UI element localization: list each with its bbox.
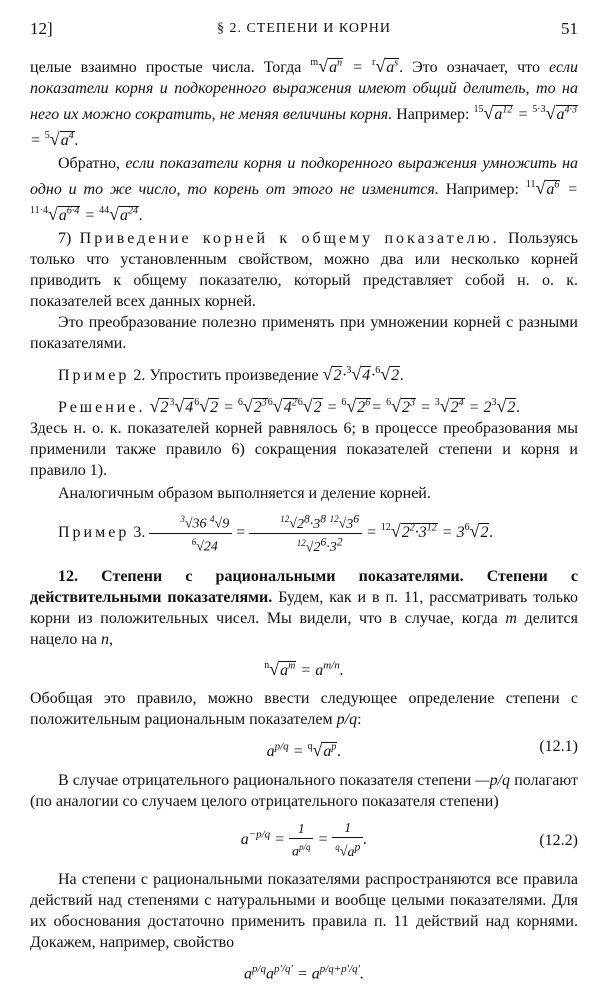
page-number: 51 [561,19,578,38]
example-3-result: = $^{12}√2^2\cdot 3^{12} = 3^6√2$. [366,520,494,541]
paragraph-division: Аналогичным образом выполняется и деление корней. [58,485,431,502]
paragraph-usefulness: Это преобразование полезно применять при умножении корней с разными показателями. [30,314,578,352]
formula-solution-2: $√2^3√4^6√2 = ^6√2^{36}√4^{26}√2 = ^6√2^6= ^6√2^3 = ^3√2^4 = 2^3√2$. [149,396,521,416]
paragraph-generalization: Обобщая это правило, можно ввести следующее определение степени с положительным рациональным показателем p/q: [30,690,578,729]
equation-number: (12.2) [539,832,578,850]
formula-product-rule: $a^{p/q}a^{p'/q'} = a^{p/q+p'/q'}$. [243,962,365,983]
formula-example-2: √2·$^3$√4·$^6$√2. [322,364,405,384]
example-3-fraction-middle: $\frac{^{12}√2^8\cdot 3^8 ^{12}√3^6}{^{12}√2^6\cdot 3^2}$ [249,510,362,556]
equation-12-2: $a^{-p/q}$ = $\frac{1}{a^{p/q}}$ = $\frac{1}{^q√a^p}$ . (12.2) [240,821,578,860]
formula-root-mn: $^m√a^n = ^r√a^s$ [310,56,399,76]
paragraph-reduction-rule: целые взаимно простые числа. Тогда $^m√a^n = ^r√a^s$. Это означает, что если показатели корня и подкоренного выражения имеют общий делитель, то на него их можно сократить, не меняя величины корня. Например: $^{15}√a^{12} = ^{5\cdot 3}√a^{4\cdot 3} = ^5√a^4$. [30,56,579,149]
running-head [30,12,578,52]
example-3-fraction-left: $\frac{^3√36 ^4√9}{^6√24}$ [149,511,232,555]
paragraph-common-index: 7) Приведение корней к общему показателю. Пользуясь только что установленным свойством, можно два или несколько корней приводить к общему показателю, который представляет собой н. о. к. показателей всех данных корней. [30,230,578,310]
formula-example-reduction: $^{15}√a^{12} = ^{5\cdot 3}√a^{4\cdot 3} = ^5√a^4$. [30,103,578,149]
paragraph-negative-exponent: В случае отрицательного рационального показателя степени —p/q полагают (по аналогии со случаем целого отрицательного показателя степени) [30,772,579,811]
example-2: Пример 2. Упростить произведение √2·$^3$√4·$^6$√2. [58,364,405,384]
example-3: Пример 3. $\frac{^3√36 ^4√9}{^6√24}$ = $\frac{^{12}√2^8\cdot 3^8 ^{12}√3^6}{^{12}√2^6\cdot 3^2}$ = $^{12}√2^2\cdot 3^{12} = 3^6√2$. [58,512,494,556]
section-12-title: 12. Степени с рациональными показателями. Степени с действительными показателями. [30,568,578,607]
formula-root-power: $^n√a^m = a^{m/n}$. [264,659,344,680]
section-12: 12. Степени с рациональными показателями. Степени с действительными показателями. Будем, как и в п. 11, рассматривать только корни из положительных чисел. Мы видели, что в случае, когда m делится нацело на n, [30,568,579,649]
formula-example-expansion: $^{11}√a^6 = ^{11\cdot 4}√a^{6\cdot 4} = ^{44}√a^{24}$. [30,178,579,224]
equation-number: (12.1) [539,738,578,756]
paragraph-lcm-note: Здесь н. о. к. показателей корней равнялось 6; в процессе преобразования мы применили также правило 6) сокращения показателей степени и корня и правило 1). [30,420,578,479]
running-title: § 2. СТЕПЕНИ И КОРНИ [216,21,392,36]
paragraph-inverse-rule: Обратно, если показатели корня и подкоренного выражения умножить на одно и то же число, то корень от этого не изменится. Например: $^{11}√a^6 = ^{11\cdot 4}√a^{6\cdot 4} = ^{44}√a^{24}$. [30,155,579,224]
solution-2: Решение. $√2^3√4^6√2 = ^6√2^{36}√4^{26}√2 = ^6√2^6= ^6√2^3 = ^3√2^4 = 2^3√2$. [58,396,521,416]
section-number: 12] [30,19,53,38]
equation-12-1: $a^{p/q} = ^q√a^p$. (12.1) [266,738,578,761]
paragraph-rules-extend: На степени с рациональными показателями распространяются все правила действий над степенями с натуральными и вообще целыми показателями. Для их обоснования достаточно применить правила п. 11 действий над корнями. Докажем, например, свойство [30,870,578,951]
